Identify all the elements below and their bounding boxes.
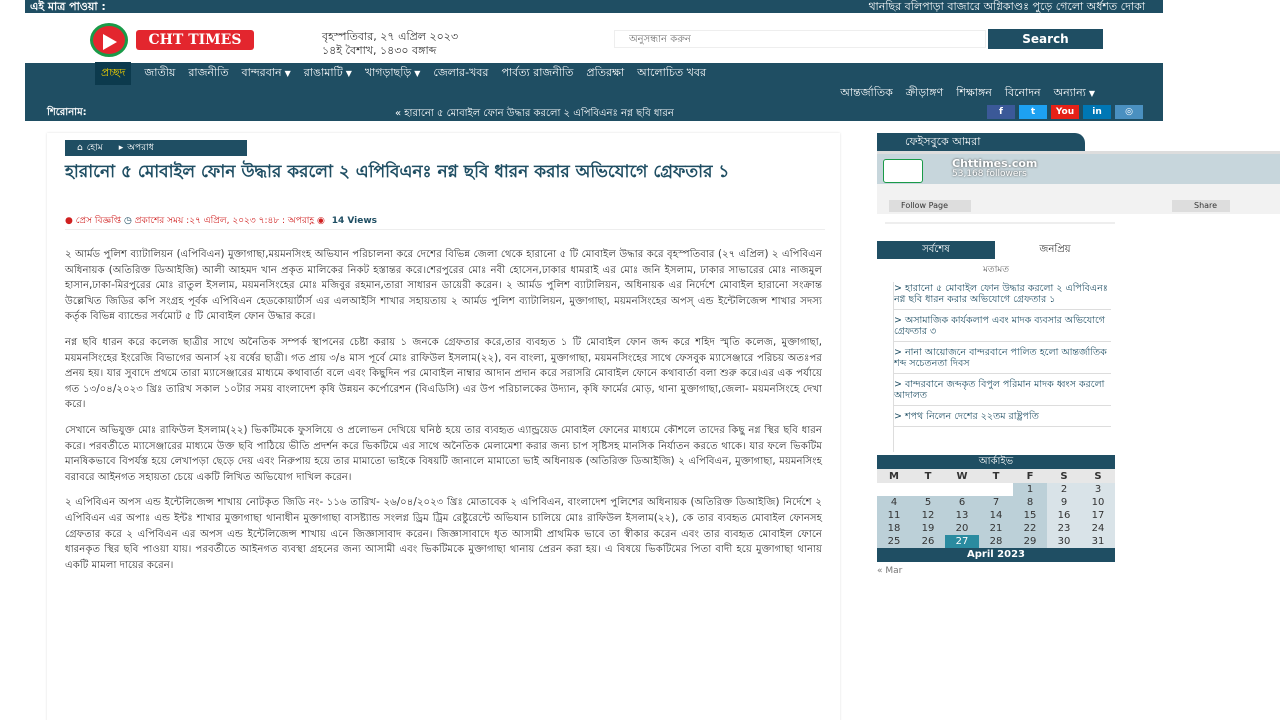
- nav-item-row1-6[interactable]: [433, 64, 488, 83]
- calendar-day[interactable]: 9: [1047, 496, 1081, 509]
- calendar-weekday: S: [1081, 469, 1115, 483]
- nav-item-row1-8[interactable]: [586, 64, 624, 83]
- article-author[interactable]: প্রেস বিজ্ঞপ্তি: [75, 216, 122, 226]
- calendar-day[interactable]: 29: [1013, 535, 1047, 548]
- calendar-day[interactable]: 2: [1047, 483, 1081, 496]
- nav-row-2: [840, 83, 1108, 103]
- archive-calendar: [877, 455, 1115, 576]
- facebook-share-button[interactable]: Share: [1172, 200, 1230, 212]
- breadcrumb-category[interactable]: অপরাধ: [127, 143, 154, 153]
- breaking-label: এই মাত্র পাওয়া :: [30, 0, 106, 13]
- home-icon: ⌂: [77, 143, 83, 153]
- calendar-day[interactable]: 17: [1081, 509, 1115, 522]
- calendar-day[interactable]: 19: [911, 522, 945, 535]
- article-paragraph: ২ এপিবিএন অপস এন্ড ইন্টেলিজেন্স শাখায় নোটকৃত জিডি নং- ১১৬ তারিখ- ২৬/০৪/২০২৩ খ্রিঃ মোতাবেক ২ এপিবিএন, বাংলাদেশ পুলিশের অধিনায়ক (অতিরিক্ত ডিআইজি) নির্দেশে ২ এপিবিএন এর অপাঃ এন্ড ইন্টঃ শাখার মুক্তাগাছা থানাধীন মুক্তাগাছা বাসষ্ট্যান্ড সংলগ্ন ড্রিম ট্রিম রেষ্টুরেন্টে অভিযান চালিয়ে মোঃ রাফিউল ইসলাম(২২), কে তার ব্যবহৃত মোবাইল ফোনসহ গ্রেফতার করে ২ এপিবিএন এর অপস এন্ড ইন্টেলিজেন্স শাখায় এনে জিজ্ঞাসাবাদ করেন। জিজ্ঞাসাবাদে ধৃত আসামী প্রাথমিক ভাবে তা স্বীকার করেন এবং তার ব্যবহৃত মোবাইল ফোনে ধারনকৃত স্থির ছবি পাওয়া যায়। পরবর্তীতে আইনগত ব্যবস্থা গ্রহনের জন্য আসামী এবং ভিকটিমকে মুক্তাগাছা থানায় প্রেরন করা হয়। এ বিষয়ে ভিকটিমের পিতা বাদী হয়ে মুক্তাগাছা থানায় একটি মামলা দায়ের করেন।: [65, 497, 822, 571]
- calendar-day[interactable]: 28: [979, 535, 1013, 548]
- nav-item-row2-0[interactable]: [840, 84, 893, 103]
- instagram-icon[interactable]: ◎: [1115, 105, 1143, 119]
- calendar-day[interactable]: 16: [1047, 509, 1081, 522]
- twitter-icon[interactable]: t: [1019, 105, 1047, 119]
- nav-item-label: খাগড়াছড়ি: [364, 65, 412, 79]
- breadcrumb: [65, 140, 247, 156]
- article-published: প্রকাশের সময় :২৭ এপ্রিল, ২০২৩ ৭:৪৮ : অপরাহ্ণ: [134, 216, 315, 226]
- latest-news-item[interactable]: > বান্দরবানে জব্দকৃত বিপুল পরিমান মাদক ধ্বংস করলো আদালত: [894, 378, 1111, 406]
- calendar-day[interactable]: 20: [945, 522, 979, 535]
- facebook-page-name[interactable]: Chttimes.com: [952, 157, 1038, 170]
- calendar-day[interactable]: 13: [945, 509, 979, 522]
- breaking-news-text[interactable]: থানছির বলিপাড়া বাজারে অগ্নিকাণ্ডঃ পুড়ে গেলো অর্ধশত দোকা: [868, 0, 1145, 13]
- nav-item-row1-7[interactable]: [501, 64, 573, 83]
- nav-item-label: প্রতিরক্ষা: [586, 65, 625, 79]
- facebook-cover: [877, 154, 1280, 184]
- article-meta: [65, 213, 377, 228]
- nav-item-label: জেলার-খবর: [433, 65, 489, 79]
- calendar-day[interactable]: 31: [1081, 535, 1115, 548]
- nav-item-row1-1[interactable]: [144, 64, 175, 83]
- calendar-weekday: W: [945, 469, 979, 483]
- nav-item-row2-2[interactable]: [956, 84, 992, 103]
- article-views: 14 Views: [331, 216, 378, 226]
- calendar-weekday: F: [1013, 469, 1047, 483]
- nav-item-label: আন্তর্জাতিক: [840, 85, 893, 99]
- article-paragraph: সেখানে অভিযুক্ত মোঃ রাফিউল ইসলাম(২২) ভিকটিমকে ফুসলিয়ে ও প্রলোভন দেখিয়ে ঘনিষ্ঠ হয়ে তার ব্যবহৃত এ্যান্ড্রয়েড মোবাইল ফোনের মাধ্যমে কৌশলে তাদের কিছু নগ্ন স্থির ছবি ধারন করে। পরবর্তীতে ম্যাসেঞ্জারের মাধ্যমে উক্ত ছবি পাঠিয়ে ভীতি প্রদর্শন করে ভিকটিমে এর সাথে অনৈতিক মেলামেশা করার জন্য চাপ সৃষ্টিসহ মানসিক নির্যাতন করতে থাকে। যার ফলে ভিকটিম মানষিকভাবে বিপর্যস্ত হয়ে লেখাপড়া ছেড়ে দেয় এবং নিরুপায় হয়ে তার মামাতো ভাইকে বিষয়টি জানালে মামাতো ভাই অধিনায়ক (অতিরিক্ত ডিআইজি) ২ এপিবিএন, মুক্তাগাছা, ময়মনসিংহ বরাবরে আইনগত সহায়তা চেয়ে একটি লিখিত অভিযোগ দাখিল করেন।: [65, 424, 822, 483]
- divider: [65, 229, 825, 230]
- article-paragraph: ২ আর্মড পুলিশ ব্যাটালিয়ন (এপিবিএন) মুক্তাগাছা,ময়মনসিংহ অভিযান পরিচালনা করে দেশের বিভিন্ন জেলা থেকে হারানো ৫ টি মোবাইল উদ্ধার করে বৃহস্পতিবার (২৭ এপ্রিল) ২ এপিবিএন অধিনায়ক (অতিরিক্ত ডিআইজি) আলী আহমদ খান প্রকৃত মালিকের নিকট হস্তান্তর করে।শেরপুরের মোঃ নবী হোসেন,ঢাকার ধামরাই এর মোঃ জনি ইসলাম, ঢাকার সাভারের মোঃ নাজমুল হাসান,ঢাকা-মিরপুরের মোঃ রাতুল ইসলাম, ময়মনসিংহের মোঃ মজিবুর রহমান,তারা সাধারন ডায়েরী করেন। ২ আর্মড পুলিশ ব্যাটালিয়ন, অধিনায়ক এর নির্দেশে মোবাইল হারানো সংক্রান্ত উল্লেখিত জিডির কপি সংগ্রহ পূর্বক এপিবিএন হেডকোয়ার্টার্স এর এলআইসি শাখার সহায়তায় ২ আর্মড পুলিশ ব্যাটালিয়ন, মুক্তাগাছা, ময়মনসিংহের অপস্ এন্ড ইন্টেলিজেন্স শাখার সদস্য কর্তৃক বিভিন্ন ব্যান্ডের সর্বমোট ৫ টি মোবাইল ফোন উদ্ধার করে।: [65, 249, 822, 323]
- calendar-day[interactable]: 23: [1047, 522, 1081, 535]
- chevron-down-icon: ▼: [284, 68, 291, 78]
- nav-item-row2-4[interactable]: [1054, 84, 1095, 103]
- calendar-week: [877, 483, 1115, 496]
- calendar-week: [877, 509, 1115, 522]
- calendar-day[interactable]: 22: [1013, 522, 1047, 535]
- facebook-page-logo: [883, 159, 923, 183]
- nav-item-label: আলোচিত খবর: [637, 65, 707, 79]
- nav-item-label: রাজনীতি: [188, 65, 229, 79]
- nav-item-label: জাতীয়: [144, 65, 176, 79]
- article-title: হারানো ৫ মোবাইল ফোন উদ্ধার করলো ২ এপিবিএনঃ নগ্ন ছবি ধারন করার অভিযোগে গ্রেফতার ১: [65, 162, 730, 182]
- nav-item-row1-5[interactable]: [365, 64, 421, 83]
- clock-icon: ◷: [123, 216, 132, 226]
- search-button[interactable]: Search: [988, 29, 1103, 49]
- latest-news-item[interactable]: > নানা আয়োজনে বান্দরবানে পালিত হলো আন্তর্জাতিক শব্দ সচেতনতা দিবস: [894, 346, 1111, 374]
- user-icon: ●: [65, 216, 73, 226]
- calendar-day[interactable]: 25: [877, 535, 911, 548]
- calendar-day[interactable]: 14: [979, 509, 1013, 522]
- calendar-month: April 2023: [877, 548, 1115, 562]
- facebook-icon[interactable]: f: [987, 105, 1015, 119]
- nav-item-label: শিক্ষাঙ্গন: [956, 85, 992, 99]
- calendar-day[interactable]: 7: [979, 496, 1013, 509]
- facebook-followers: 53,168 followers: [952, 169, 1027, 179]
- chevron-down-icon: ▼: [345, 68, 352, 78]
- calendar-day[interactable]: 27: [945, 535, 979, 548]
- calendar-week: [877, 535, 1115, 548]
- sidebar-tabs: [877, 241, 1115, 259]
- calendar-empty-cell: [945, 483, 979, 496]
- calendar-day[interactable]: 1: [1013, 483, 1047, 496]
- facebook-heading: ফেইসবুকে আমরা: [877, 133, 1085, 151]
- nav-item-label: অন্যান্য: [1053, 85, 1086, 99]
- calendar-day[interactable]: 11: [877, 509, 911, 522]
- nav-item-row1-2[interactable]: [188, 64, 228, 83]
- calendar-day[interactable]: 10: [1081, 496, 1115, 509]
- calendar-day[interactable]: 6: [945, 496, 979, 509]
- calendar-day[interactable]: 5: [911, 496, 945, 509]
- site-logo[interactable]: [90, 20, 258, 60]
- social-links: [983, 105, 1143, 119]
- nav-item-label: রাঙামাটি: [303, 65, 343, 79]
- calendar-day[interactable]: 4: [877, 496, 911, 509]
- opinion-label: মতামত: [982, 265, 1010, 275]
- calendar-empty-cell: [877, 483, 911, 496]
- logo-text: CHT TIMES: [136, 30, 254, 50]
- breadcrumb-home[interactable]: হোম: [86, 143, 103, 153]
- nav-item-row1-4[interactable]: [304, 64, 352, 83]
- chevron-down-icon: ▼: [414, 68, 421, 78]
- linkedin-icon[interactable]: in: [1083, 105, 1111, 119]
- calendar-week: [877, 496, 1115, 509]
- calendar-prev-month[interactable]: « Mar: [877, 566, 903, 576]
- calendar-day[interactable]: 24: [1081, 522, 1115, 535]
- latest-news-item[interactable]: > অসামাজিক কার্যকলাপ এবং মাদক ব্যবসার অভিযোগে গ্রেফতার ৩: [894, 314, 1111, 342]
- chevron-right-icon: ▸: [118, 143, 124, 153]
- latest-news-list: [893, 282, 1111, 452]
- nav-item-label: পার্বত্য রাজনীতি: [501, 65, 574, 79]
- calendar-weekday: T: [979, 469, 1013, 483]
- article: [47, 133, 840, 720]
- divider: [885, 222, 1115, 224]
- latest-news-item[interactable]: > শপথ নিলেন দেশের ২২তম রাষ্ট্রপতি: [894, 410, 1111, 427]
- nav-row-1: [95, 63, 719, 83]
- headline-bar: [25, 103, 1163, 121]
- calendar-day[interactable]: 18: [877, 522, 911, 535]
- calendar-day[interactable]: 8: [1013, 496, 1047, 509]
- nav-item-row1-9[interactable]: [637, 64, 706, 83]
- facebook-follow-button[interactable]: Follow Page: [889, 200, 971, 212]
- date-bangla: ১৪ই বৈশাখ, ১৪৩০ বঙ্গাব্দ: [322, 44, 437, 57]
- calendar-weekday: S: [1047, 469, 1081, 483]
- tab-latest[interactable]: সর্বশেষ: [877, 241, 995, 259]
- nav-item-row1-3[interactable]: [242, 64, 291, 83]
- headline-ticker[interactable]: « হারানো ৫ মোবাইল ফোন উদ্ধার করলো ২ এপিবিএনঃ নগ্ন ছবি ধারন: [395, 108, 674, 119]
- headline-label: শিরোনাম:: [47, 107, 87, 118]
- facebook-widget[interactable]: [877, 154, 1280, 214]
- nav-item-label: বিনোদন: [1004, 85, 1041, 99]
- calendar-weekday: T: [911, 469, 945, 483]
- youtube-icon[interactable]: You: [1051, 105, 1079, 119]
- calendar-day[interactable]: 21: [979, 522, 1013, 535]
- calendar-day[interactable]: 30: [1047, 535, 1081, 548]
- calendar-title: আর্কাইভ: [877, 455, 1115, 469]
- calendar-day[interactable]: 12: [911, 509, 945, 522]
- date-gregorian: বৃহস্পতিবার, ২৭ এপ্রিল ২০২৩: [322, 30, 459, 43]
- tab-popular[interactable]: জনপ্রিয়: [995, 241, 1115, 259]
- search-input[interactable]: [614, 30, 986, 48]
- nav-item-row2-3[interactable]: [1005, 84, 1041, 103]
- calendar-weekday: M: [877, 469, 911, 483]
- eye-icon: ◉: [316, 216, 325, 226]
- nav-item-label: ক্রীড়াঙ্গণ: [905, 85, 944, 99]
- calendar-day[interactable]: 3: [1081, 483, 1115, 496]
- article-paragraph: নগ্ন ছবি ধারন করে কলেজ ছাত্রীর সাথে অনৈতিক সম্পর্ক স্থাপনের চেষ্টা করায় ১ জনকে গ্রেফতার করে,তার ব্যবহৃত ১ টি মোবাইল ফোন জব্দ করে শহিদ স্মৃতি কলেজ, মুক্তাগাছা, ময়মনসিংহের ইংরেজি বিভাগের অনার্স ২য় বর্ষের ছাত্রী। গত প্রায় ৩/৪ মাস পূর্বে মোঃ রাফিউল ইসলাম(২২), বন বাংলা, মুক্তাগাছা, ময়মনসিংহের সাথে ফেসবুক ম্যাসেঞ্জারে পরিচয় অতঃপর প্রনয় হয়। যার সুবাদে প্রথমে তারা ম্যাসেঞ্জারের মাধ্যমে কথাবার্তা বলে এবং কিছুদিন পর মোবাইল নাম্বার আদান প্রদান করে সরাসরি মোবাইল ফোনে কথাবার্তা বলা শুরু করে।এর এক পর্যায়ে গত ১৩/০৪/২০২৩ খ্রিঃ তারিখ সকাল ১০টার সময় বাংলাদেশ কৃষি উন্নয়ন কর্পোরেশন (বিএডিসি) এর উপ পরিচালকের উদ্যান, কৃষি ফার্মের মোড়, থানা মুক্তাগাছা,জেলা- ময়মনসিংহে দেখা করে।: [65, 336, 822, 411]
- nav-item-label: প্রচ্ছদ: [101, 65, 126, 79]
- nav-item-row2-1[interactable]: [906, 84, 943, 103]
- calendar-empty-cell: [979, 483, 1013, 496]
- nav-item-row1-0[interactable]: [95, 62, 131, 85]
- latest-news-item[interactable]: > হারানো ৫ মোবাইল ফোন উদ্ধার করলো ২ এপিবিএনঃ নগ্ন ছবি ধারন করার অভিযোগে গ্রেফতার ১: [894, 282, 1111, 310]
- logo-mark-icon: [90, 23, 128, 57]
- chevron-down-icon: ▼: [1088, 88, 1095, 98]
- calendar-table: [877, 469, 1115, 548]
- calendar-empty-cell: [911, 483, 945, 496]
- main-nav: [25, 63, 1163, 103]
- nav-item-label: বান্দরবান: [241, 65, 282, 79]
- calendar-week: [877, 522, 1115, 535]
- calendar-day[interactable]: 15: [1013, 509, 1047, 522]
- breaking-news-strip: [25, 0, 1163, 13]
- date-block: [322, 30, 458, 58]
- article-body: [65, 247, 822, 583]
- calendar-day[interactable]: 26: [911, 535, 945, 548]
